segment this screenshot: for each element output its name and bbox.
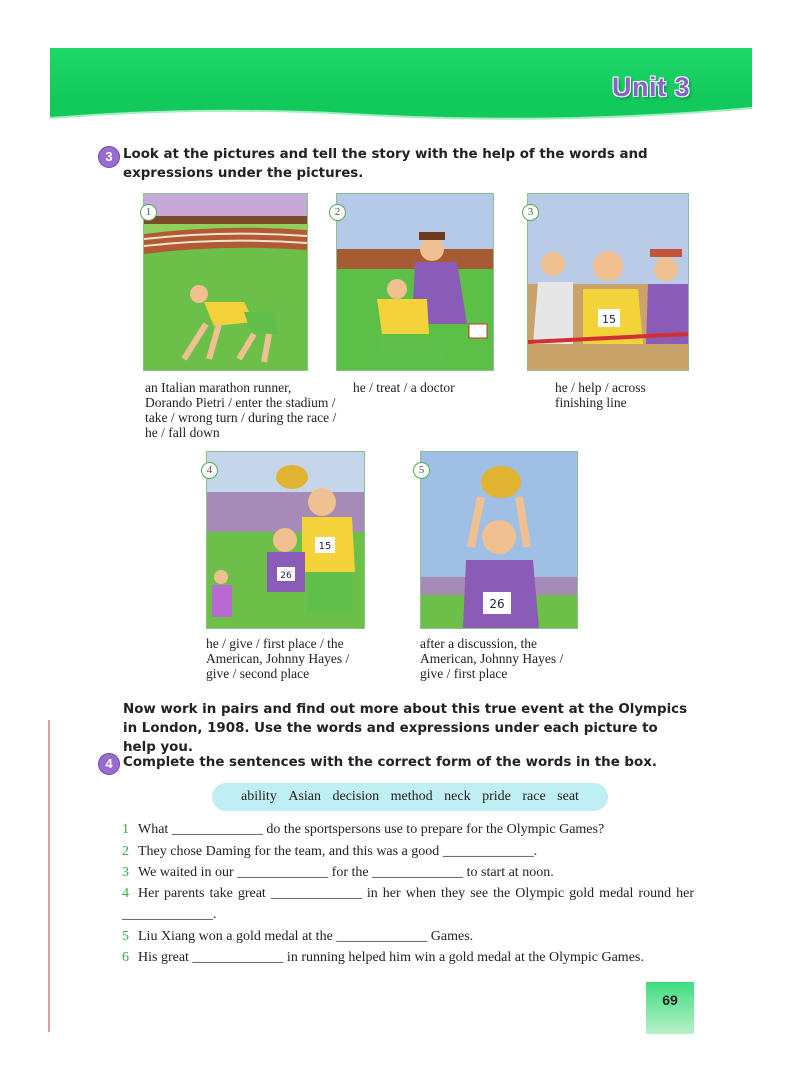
- margin-rule: [48, 720, 50, 1032]
- sentence-5: [122, 926, 694, 947]
- word-neck: neck: [444, 789, 471, 804]
- picture-3: [527, 193, 689, 371]
- word-method: method: [390, 789, 433, 804]
- finish-line-illustration: [528, 194, 688, 370]
- picture-5-bib: 26: [489, 597, 505, 611]
- picture-2: [336, 193, 494, 371]
- picture-2-caption: he / treat / a doctor: [353, 380, 455, 395]
- sentence-2: [122, 841, 694, 862]
- exercise-3-instruction: Look at the pictures and tell the story with the help of the words and expressions under the pictures.: [123, 147, 648, 181]
- sentence-3: [122, 862, 694, 883]
- sentence-5-text: Liu Xiang won a gold medal at the _____________ Games.: [138, 929, 474, 944]
- unit-title: Unit 3: [612, 72, 691, 102]
- picture-5: [420, 451, 578, 629]
- picture-4-bib-2: 26: [280, 571, 292, 581]
- sentence-5-number: 5: [122, 929, 129, 944]
- word-box: [212, 783, 608, 811]
- picture-4: [206, 451, 365, 629]
- exercise-3-badge: 3: [98, 146, 120, 168]
- sentence-6-text: His great _____________ in running helped him win a gold medal at the Olympic Games.: [138, 950, 644, 965]
- sentence-4-text: Her parents take great _____________ in her when they see the Olympic gold medal round her _____________.: [122, 886, 694, 922]
- exercise-4-badge: 4: [98, 753, 120, 775]
- sentence-4: [122, 883, 694, 925]
- word-race: race: [522, 789, 546, 804]
- word-seat: seat: [557, 789, 579, 804]
- picture-5-number: 5: [413, 462, 430, 479]
- doctor-helping-illustration: [337, 194, 493, 370]
- picture-4-caption: he / give / first place / the American, Johnny Hayes / give / second place: [206, 636, 350, 681]
- page-number-tab: [646, 982, 694, 1034]
- picture-4-bib: 15: [318, 541, 332, 552]
- page-number: 69: [662, 992, 678, 1008]
- runner-falling-illustration: [144, 194, 307, 370]
- sentence-6-number: 6: [122, 950, 129, 965]
- picture-1: [143, 193, 308, 371]
- first-place-illustration: [421, 452, 577, 628]
- picture-3-number: 3: [522, 204, 539, 221]
- sentence-1-number: 1: [122, 822, 129, 837]
- exercise-3-follow-up: Now work in pairs and find out more about this true event at the Olympics in London, 1908. Use the words and expressions under each picture to help you.: [123, 702, 688, 755]
- sentence-1-text: What _____________ do the sportspersons use to prepare for the Olympic Games?: [138, 822, 605, 837]
- picture-5-caption: after a discussion, the American, Johnny Hayes / give / first place: [420, 636, 564, 681]
- sentence-1: [122, 819, 694, 840]
- word-asian: Asian: [288, 789, 321, 804]
- picture-1-caption: an Italian marathon runner, Dorando Pietri / enter the stadium / take / wrong turn / during the race / he / fall down: [145, 380, 337, 440]
- second-place-illustration: [207, 452, 364, 628]
- picture-1-number: 1: [140, 204, 157, 221]
- word-ability: ability: [241, 789, 277, 804]
- picture-3-bib: 15: [602, 313, 616, 326]
- sentence-2-text: They chose Daming for the team, and this was a good _____________.: [138, 844, 538, 859]
- picture-2-number: 2: [329, 204, 346, 221]
- picture-4-number: 4: [201, 462, 218, 479]
- sentence-4-number: 4: [122, 886, 129, 901]
- word-pride: pride: [482, 789, 511, 804]
- exercise-4-instruction: Complete the sentences with the correct form of the words in the box.: [123, 755, 657, 770]
- sentence-3-text: We waited in our _____________ for the _____________ to start at noon.: [138, 865, 554, 880]
- word-decision: decision: [332, 789, 380, 804]
- sentence-3-number: 3: [122, 865, 129, 880]
- picture-3-caption: he / help / across finishing line: [555, 380, 646, 410]
- sentence-2-number: 2: [122, 844, 129, 859]
- sentence-6: [122, 947, 694, 968]
